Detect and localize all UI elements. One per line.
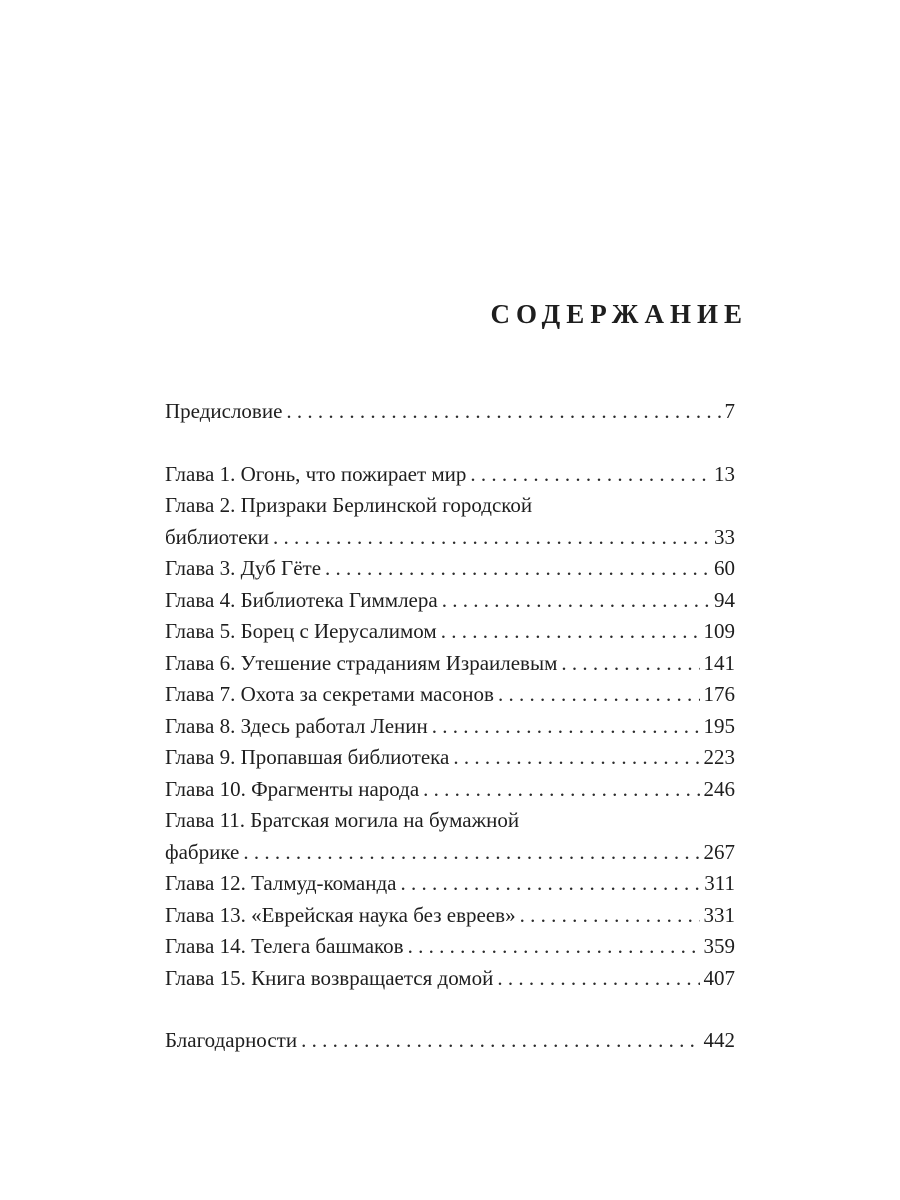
dot-leader (561, 648, 699, 680)
toc-entry-chapter-6 (165, 648, 735, 680)
toc-entry-chapter-7 (165, 679, 735, 711)
toc-entry-chapter-15 (165, 963, 735, 995)
toc-entry-chapter-2 (165, 522, 735, 554)
table-of-contents (165, 396, 735, 1057)
toc-entry-acknowledgements (165, 1025, 735, 1057)
toc-entry-page: 195 (703, 713, 735, 738)
toc-entry-title: Глава 7. Охота за секретами масонов (165, 682, 494, 706)
toc-entry-page: 407 (703, 965, 735, 990)
toc-entry-page: 13 (714, 461, 735, 486)
toc-entry-page: 176 (703, 682, 735, 706)
toc-entry-title: Предисловие (165, 399, 283, 423)
spacer (165, 428, 735, 459)
toc-entry-page: 311 (704, 871, 735, 895)
dot-leader (498, 679, 700, 711)
toc-entry-preface (165, 396, 735, 428)
toc-entry-page: 223 (703, 745, 735, 769)
toc-entry-title: Глава 4. Библиотека Гиммлера (165, 587, 438, 612)
page-title: СОДЕРЖАНИЕ (490, 299, 748, 329)
dot-leader (423, 774, 699, 806)
toc-entry-chapter-9 (165, 742, 735, 774)
toc-entry-chapter-2-line1: Глава 2. Призраки Берлинской городской (165, 493, 533, 517)
dot-leader (400, 868, 700, 900)
toc-entry-title: Глава 6. Утешение страданиям Израилевым (165, 650, 558, 675)
dot-leader (273, 522, 710, 554)
toc-entry-chapter-12 (165, 868, 735, 900)
toc-entry-chapter-3 (165, 553, 735, 585)
spacer (165, 994, 735, 1025)
toc-entry-page: 442 (703, 1028, 735, 1052)
dot-leader (442, 585, 710, 617)
toc-entry-title: Глава 8. Здесь работал Ленин (165, 713, 428, 738)
toc-entry-chapter-1 (165, 459, 735, 491)
toc-entry-title: библиотеки (165, 524, 269, 549)
toc-entry-page: 109 (703, 619, 735, 643)
toc-entry-page: 94 (714, 587, 735, 612)
toc-entry-chapter-4 (165, 585, 735, 617)
toc-entry-page: 359 (703, 934, 735, 958)
dot-leader (325, 553, 710, 585)
toc-entry-title: Глава 5. Борец с Иерусалимом (165, 619, 437, 643)
toc-entry-page: 141 (703, 650, 735, 675)
toc-entry-page: 331 (703, 902, 735, 927)
dot-leader (497, 963, 699, 995)
dot-leader (441, 616, 700, 648)
dot-leader (243, 837, 699, 869)
dot-leader (520, 900, 700, 932)
toc-entry-chapter-5 (165, 616, 735, 648)
toc-entry-page: 267 (703, 839, 735, 864)
toc-entry-title: Благодарности (165, 1028, 298, 1052)
toc-entry-chapter-11 (165, 837, 735, 869)
toc-entry-chapter-13 (165, 900, 735, 932)
toc-entry-title: Глава 9. Пропавшая библиотека (165, 745, 450, 769)
toc-entry-title: Глава 13. «Еврейская наука без евреев» (165, 902, 516, 927)
toc-entry-title: Глава 12. Талмуд-команда (165, 871, 397, 895)
toc-entry-title: Глава 15. Книга возвращается домой (165, 965, 494, 990)
dot-leader (453, 742, 699, 774)
toc-entry-chapter-10 (165, 774, 735, 806)
dot-leader (286, 396, 720, 428)
toc-entry-page: 33 (714, 524, 735, 549)
dot-leader (408, 931, 700, 963)
toc-entry-chapter-11-line1: Глава 11. Братская могила на бумажной (165, 808, 520, 832)
toc-entry-page: 60 (714, 556, 735, 580)
toc-entry-page: 7 (724, 399, 735, 423)
toc-entry-title: Глава 1. Огонь, что пожирает мир (165, 461, 467, 486)
toc-entry-title: Глава 10. Фрагменты народа (165, 776, 420, 801)
dot-leader (432, 711, 700, 743)
toc-entry-title: фабрике (165, 839, 240, 864)
toc-entry-chapter-14 (165, 931, 735, 963)
toc-entry-title: Глава 14. Телега башмаков (165, 934, 404, 958)
dot-leader (301, 1025, 699, 1057)
toc-entry-chapter-8 (165, 711, 735, 743)
toc-entry-title: Глава 3. Дуб Гёте (165, 556, 322, 580)
toc-entry-page: 246 (703, 776, 735, 801)
dot-leader (470, 459, 710, 491)
